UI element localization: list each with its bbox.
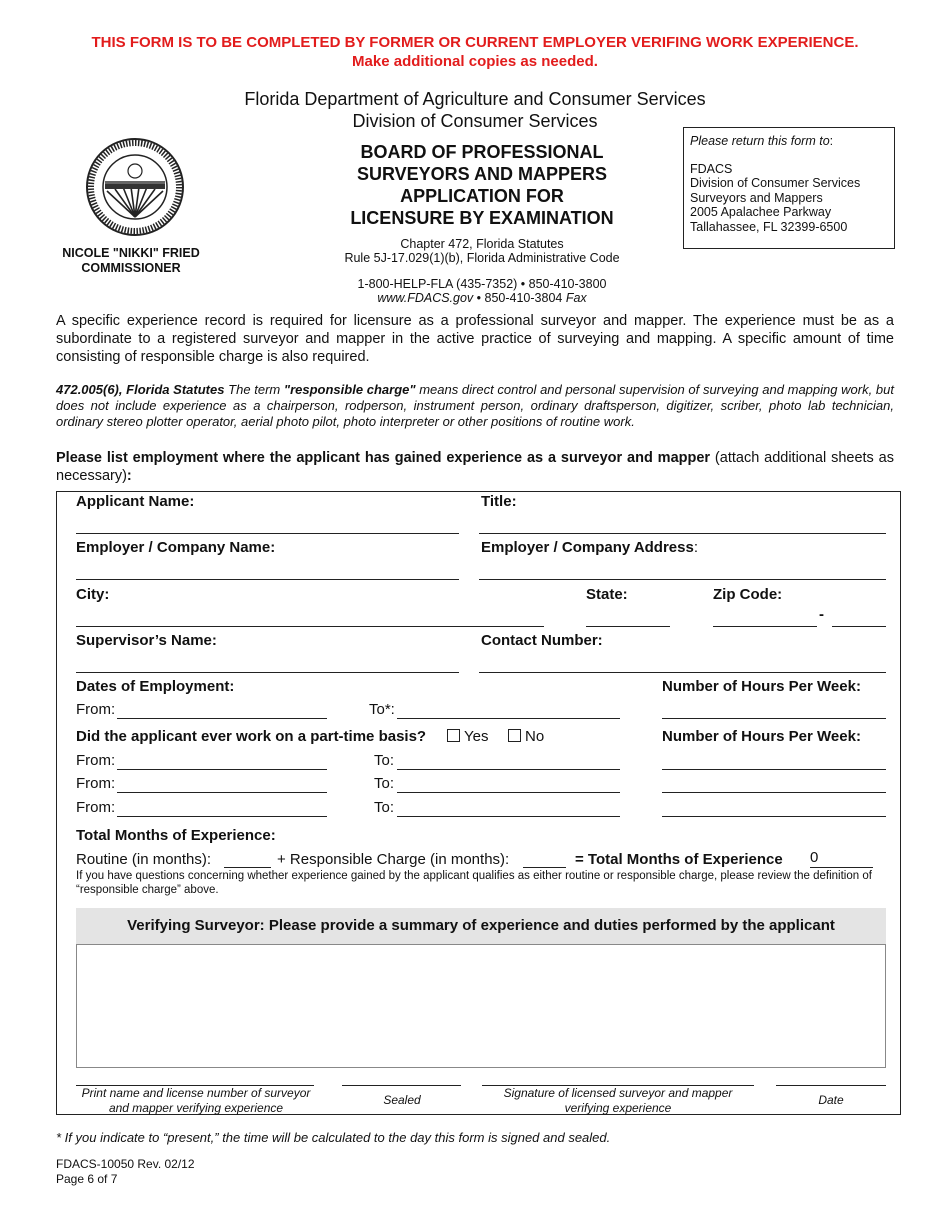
board-title-line: BOARD OF PROFESSIONAL <box>360 142 604 162</box>
fdacs-seal-icon <box>85 137 185 237</box>
routine-label: Routine (in months): <box>76 851 212 868</box>
city-label: City: <box>76 586 110 603</box>
signature-caption: Signature of licensed surveyor and mapper verifying experience <box>503 1086 733 1115</box>
date-caption: Date <box>818 1093 844 1107</box>
to-date-field[interactable] <box>397 718 620 719</box>
part-time-to-field[interactable] <box>397 816 620 817</box>
return-line: Tallahassee, FL 32399-6500 <box>690 219 848 234</box>
return-intro-text: Please return this form to <box>690 134 830 148</box>
questions-note: If you have questions concerning whether experience gained by the applicant qualifies as either routine or responsible charge, please review the definition of “responsible charge” above. <box>76 870 872 896</box>
contact-number-field[interactable] <box>479 672 886 673</box>
part-time-to-field[interactable] <box>397 769 620 770</box>
commissioner-title: COMMISSIONER <box>81 261 181 275</box>
list-instruction-note: (attach additional sheets as necessary) <box>56 450 894 484</box>
rule-text: Rule 5J-17.029(1)(b), Florida Administrative Code <box>344 251 620 265</box>
board-title <box>322 141 642 229</box>
board-title-line: APPLICATION FOR <box>400 186 564 206</box>
employer-address-text: Employer / Company Address <box>481 539 694 556</box>
responsible-charge-label: + Responsible Charge (in months): <box>277 851 510 868</box>
contact-number-label: Contact Number: <box>481 632 603 649</box>
footer <box>56 1157 195 1187</box>
part-time-from-label: From: <box>76 799 116 816</box>
routine-months-field[interactable] <box>224 867 271 868</box>
part-time-to-label: To: <box>374 799 395 816</box>
part-time-from-field[interactable] <box>117 792 327 793</box>
return-line: Surveyors and Mappers <box>690 190 823 205</box>
zip-extension-field[interactable] <box>832 626 886 627</box>
part-time-hours-field[interactable] <box>662 816 886 817</box>
print-name-caption: Print name and license number of surveyor and mapper verifying experience <box>81 1086 311 1115</box>
total-experience-label: = Total Months of Experience <box>575 851 783 868</box>
phone-text: 1-800-HELP-FLA (435-7352) • 850-410-3800 <box>357 277 607 291</box>
part-time-question: Did the applicant ever work on a part-time basis? <box>76 728 427 745</box>
return-address-box <box>683 127 895 249</box>
from-label: From: <box>76 701 116 718</box>
responsible-months-field[interactable] <box>523 867 566 868</box>
department-name: Florida Department of Agriculture and Consumer Services <box>244 89 706 109</box>
statute-paragraph <box>56 382 894 430</box>
statute-citation: 472.005(6), Florida Statutes <box>56 382 225 397</box>
part-time-hours-field[interactable] <box>662 769 886 770</box>
total-months-value[interactable]: 0 <box>810 849 819 866</box>
return-intro <box>690 134 888 149</box>
form-number: FDACS-10050 Rev. 02/12 <box>56 1157 195 1171</box>
employer-address-field[interactable] <box>479 579 886 580</box>
employer-address-colon: : <box>693 539 699 556</box>
title-label: Title: <box>481 493 517 510</box>
return-line: 2005 Apalachee Parkway <box>690 205 832 219</box>
state-label: State: <box>586 586 628 603</box>
supervisor-field[interactable] <box>76 672 459 673</box>
city-field[interactable] <box>76 626 544 627</box>
list-instruction-colon: : <box>126 468 132 484</box>
part-time-from-label: From: <box>76 752 116 769</box>
return-intro-colon: : <box>829 134 834 148</box>
employer-address-label <box>481 539 698 556</box>
applicant-name-label: Applicant Name: <box>76 493 195 510</box>
no-label: No <box>525 728 545 745</box>
commissioner-name: NICOLE "NIKKI" FRIED <box>62 246 200 260</box>
summary-heading: Verifying Surveyor: Please provide a summary of experience and duties performed by the applicant <box>76 908 886 944</box>
part-time-from-field[interactable] <box>117 816 327 817</box>
employer-name-field[interactable] <box>76 579 459 580</box>
commissioner-block <box>46 246 216 276</box>
part-time-to-field[interactable] <box>397 792 620 793</box>
zip-field[interactable] <box>713 626 817 627</box>
part-time-hours-field[interactable] <box>662 792 886 793</box>
sealed-caption: Sealed <box>383 1093 421 1107</box>
warning-line-1: THIS FORM IS TO BE COMPLETED BY FORMER OR CURRENT EMPLOYER VERIFING WORK EXPERIENCE. <box>91 34 859 51</box>
zip-label: Zip Code: <box>713 586 783 603</box>
return-line: FDACS <box>690 161 733 176</box>
total-months-label: Total Months of Experience: <box>76 827 276 844</box>
title-field[interactable] <box>479 533 886 534</box>
statute-body: means direct control and personal supervision of surveying and mapping work, but does not include experience as a chairperson, rodperson, instrument person, ordinary draftsperson, digitizer, scriber, photo lab technician, ordinary stereo plotter operator, aerial photo pilot, photo interpreter or other positions of routine work. <box>56 382 894 429</box>
state-field[interactable] <box>586 626 670 627</box>
summary-textarea[interactable] <box>76 944 886 1068</box>
hours-per-week-label: Number of Hours Per Week: <box>662 678 861 695</box>
responsible-charge-term: "responsible charge" <box>283 382 416 397</box>
hours-per-week-field[interactable] <box>662 718 886 719</box>
part-time-yes-option[interactable] <box>447 728 488 745</box>
web-fax-line <box>282 291 682 305</box>
total-months-field[interactable] <box>810 867 873 868</box>
division-name: Division of Consumer Services <box>352 111 598 131</box>
board-title-line: SURVEYORS AND MAPPERS <box>356 164 608 184</box>
fax-number: • 850-410-3804 <box>473 291 566 305</box>
from-date-field[interactable] <box>117 718 327 719</box>
contact-info <box>282 277 682 305</box>
website-link[interactable]: www.FDACS.gov <box>377 291 474 305</box>
part-time-to-label: To: <box>374 752 395 769</box>
statute-lead: The term <box>224 382 284 397</box>
to-star-label: To*: <box>369 701 395 718</box>
page-number: Page 6 of 7 <box>56 1172 118 1186</box>
statute-reference <box>282 237 682 265</box>
part-time-from-label: From: <box>76 775 116 792</box>
no-checkbox[interactable] <box>508 729 521 742</box>
part-time-hours-label: Number of Hours Per Week: <box>662 728 861 745</box>
intro-paragraph: A specific experience record is required for licensure as a professional surveyor and mapper. The experience must be as a subordinate to a registered surveyor and mapper in the active practice of surveying and mapping. A specific amount of time consisting of responsible charge is also required. <box>56 313 894 365</box>
applicant-name-field[interactable] <box>76 533 459 534</box>
fax-label: Fax <box>565 291 587 305</box>
yes-checkbox[interactable] <box>447 729 460 742</box>
part-time-no-option[interactable] <box>508 728 544 745</box>
list-instruction <box>56 449 894 485</box>
part-time-from-field[interactable] <box>117 769 327 770</box>
warning-line-2: Make additional copies as needed. <box>352 53 598 70</box>
board-title-line: LICENSURE BY EXAMINATION <box>350 208 614 228</box>
list-instruction-bold: Please list employment where the applicant has gained experience as a surveyor and mapper <box>56 450 711 466</box>
zip-dash: - <box>819 606 824 623</box>
dates-employment-label: Dates of Employment: <box>76 678 235 695</box>
employer-name-label: Employer / Company Name: <box>76 539 276 556</box>
chapter-text: Chapter 472, Florida Statutes <box>400 237 564 251</box>
part-time-to-label: To: <box>374 775 395 792</box>
yes-label: Yes <box>464 728 489 745</box>
date-line[interactable] <box>776 1085 886 1086</box>
footnote: * If you indicate to “present,” the time will be calculated to the day this form is signed and sealed. <box>56 1130 611 1145</box>
supervisor-label: Supervisor’s Name: <box>76 632 217 649</box>
return-line: Division of Consumer Services <box>690 176 861 190</box>
sealed-line[interactable] <box>342 1085 461 1086</box>
